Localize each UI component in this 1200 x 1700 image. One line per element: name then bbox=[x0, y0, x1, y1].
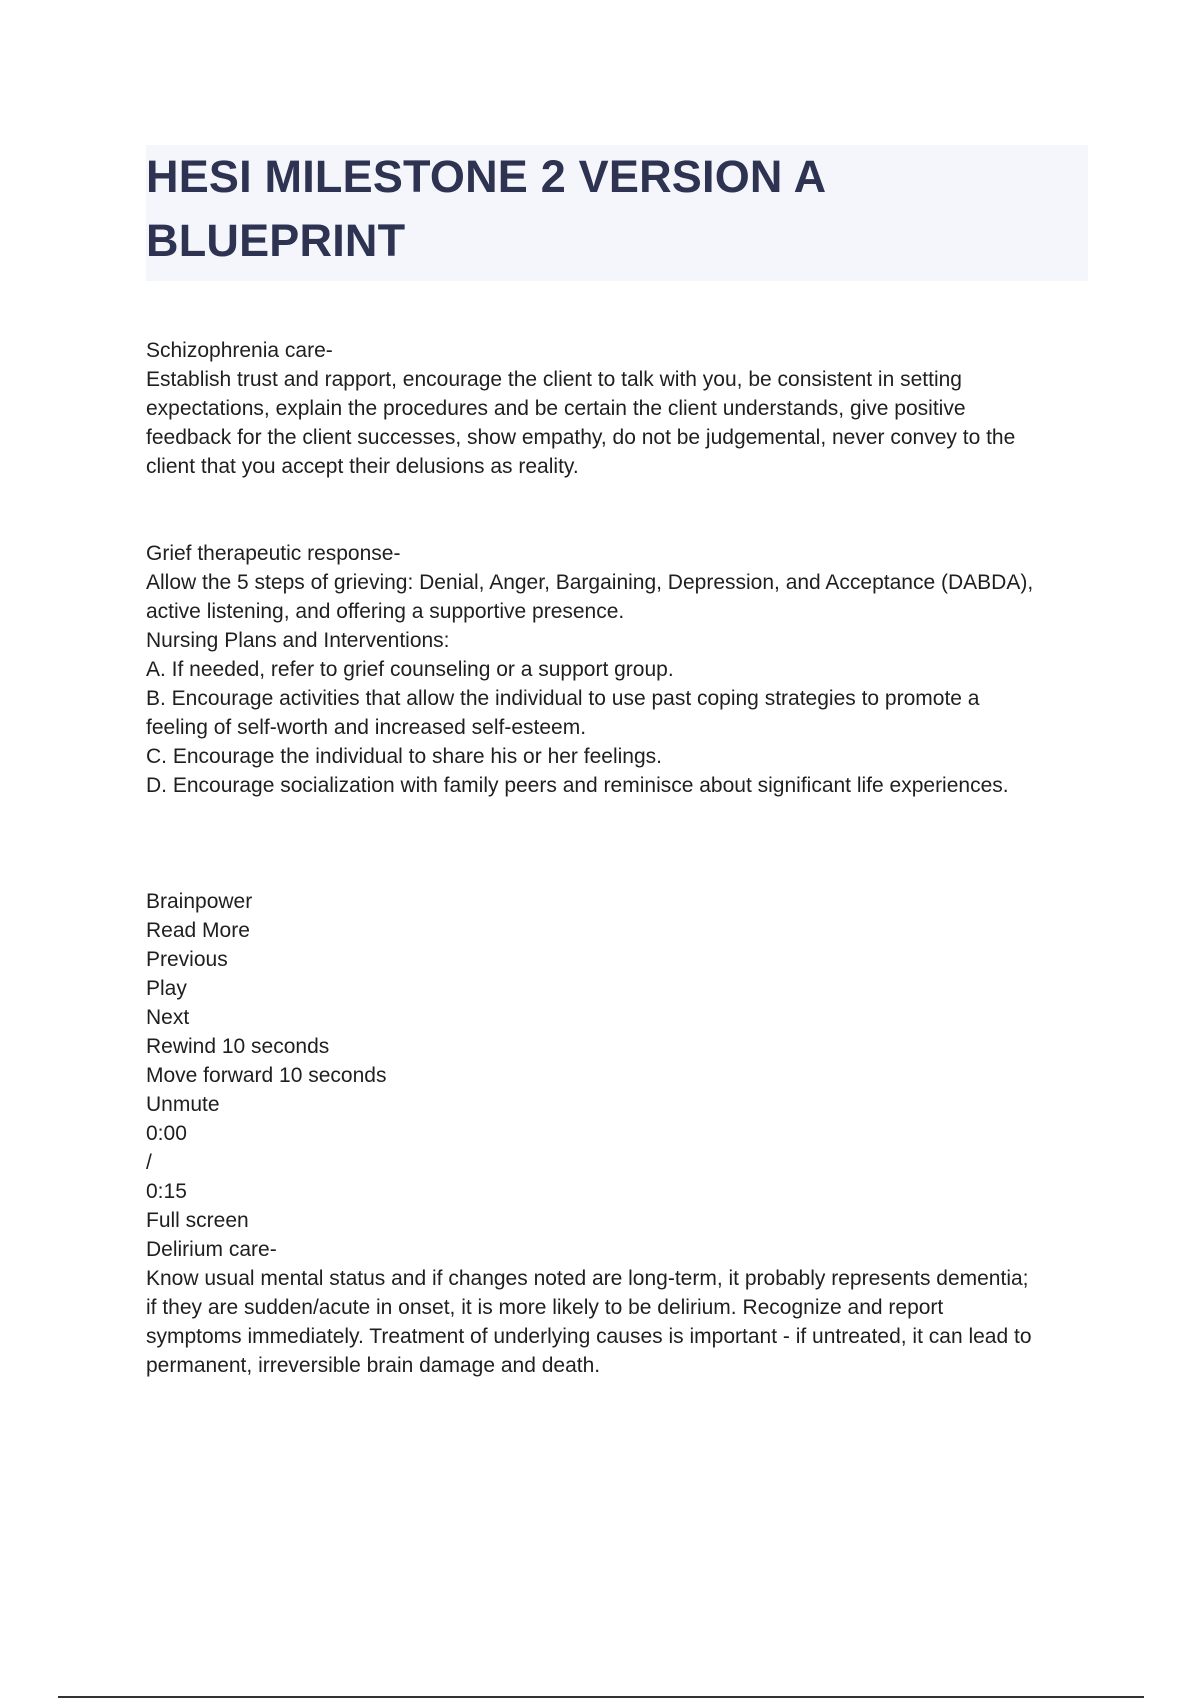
body-line: Allow the 5 steps of grieving: Denial, Anger, Bargaining, Depression, and Acceptance (DABDA), bbox=[146, 571, 1034, 594]
spacer bbox=[146, 800, 1096, 887]
title-block bbox=[146, 145, 1088, 281]
player-brand-label: Brainpower bbox=[146, 890, 253, 913]
body-line: client that you accept their delusions as reality. bbox=[146, 455, 579, 478]
delirium-section bbox=[146, 1235, 1096, 1380]
title-line-1: HESI MILESTONE 2 VERSION A bbox=[146, 151, 827, 202]
time-separator: / bbox=[146, 1151, 152, 1174]
current-time: 0:00 bbox=[146, 1122, 187, 1145]
schizophrenia-section bbox=[146, 336, 1096, 481]
play-button[interactable]: Play bbox=[146, 977, 187, 1000]
body-line: permanent, irreversible brain damage and death. bbox=[146, 1354, 601, 1377]
intervention-item: D. Encourage socialization with family peers and reminisce about significant life experiences. bbox=[146, 774, 1009, 797]
intervention-item: C. Encourage the individual to share his or her feelings. bbox=[146, 745, 662, 768]
video-player-text bbox=[146, 887, 1096, 1235]
duration: 0:15 bbox=[146, 1180, 187, 1203]
full-screen-button[interactable]: Full screen bbox=[146, 1209, 249, 1232]
previous-button[interactable]: Previous bbox=[146, 948, 228, 971]
grief-section bbox=[146, 539, 1096, 800]
footer-divider bbox=[58, 1696, 1144, 1698]
title-line-2: BLUEPRINT bbox=[146, 215, 406, 266]
section-heading: Delirium care- bbox=[146, 1238, 277, 1261]
intervention-item: A. If needed, refer to grief counseling or a support group. bbox=[146, 658, 674, 681]
forward-button[interactable]: Move forward 10 seconds bbox=[146, 1064, 387, 1087]
body-line: Know usual mental status and if changes noted are long-term, it probably represents dementia; bbox=[146, 1267, 1029, 1290]
body-line: expectations, explain the procedures and be certain the client understands, give positive bbox=[146, 397, 966, 420]
document-body bbox=[146, 336, 1096, 1380]
body-line: feedback for the client successes, show empathy, do not be judgemental, never convey to the bbox=[146, 426, 1016, 449]
section-heading: Grief therapeutic response- bbox=[146, 542, 401, 565]
body-line: feeling of self-worth and increased self-esteem. bbox=[146, 716, 587, 739]
document-title bbox=[146, 145, 1088, 273]
next-button[interactable]: Next bbox=[146, 1006, 190, 1029]
body-line: active listening, and offering a supportive presence. bbox=[146, 600, 625, 623]
spacer bbox=[146, 481, 1096, 539]
subheading: Nursing Plans and Interventions: bbox=[146, 629, 450, 652]
rewind-button[interactable]: Rewind 10 seconds bbox=[146, 1035, 330, 1058]
body-line: symptoms immediately. Treatment of underlying causes is important - if untreated, it can lead to bbox=[146, 1325, 1032, 1348]
read-more-link[interactable]: Read More bbox=[146, 919, 250, 942]
body-line: Establish trust and rapport, encourage the client to talk with you, be consistent in setting bbox=[146, 368, 962, 391]
intervention-item: B. Encourage activities that allow the individual to use past coping strategies to promote a bbox=[146, 687, 980, 710]
body-line: if they are sudden/acute in onset, it is more likely to be delirium. Recognize and report bbox=[146, 1296, 944, 1319]
unmute-button[interactable]: Unmute bbox=[146, 1093, 220, 1116]
section-heading: Schizophrenia care- bbox=[146, 339, 333, 362]
